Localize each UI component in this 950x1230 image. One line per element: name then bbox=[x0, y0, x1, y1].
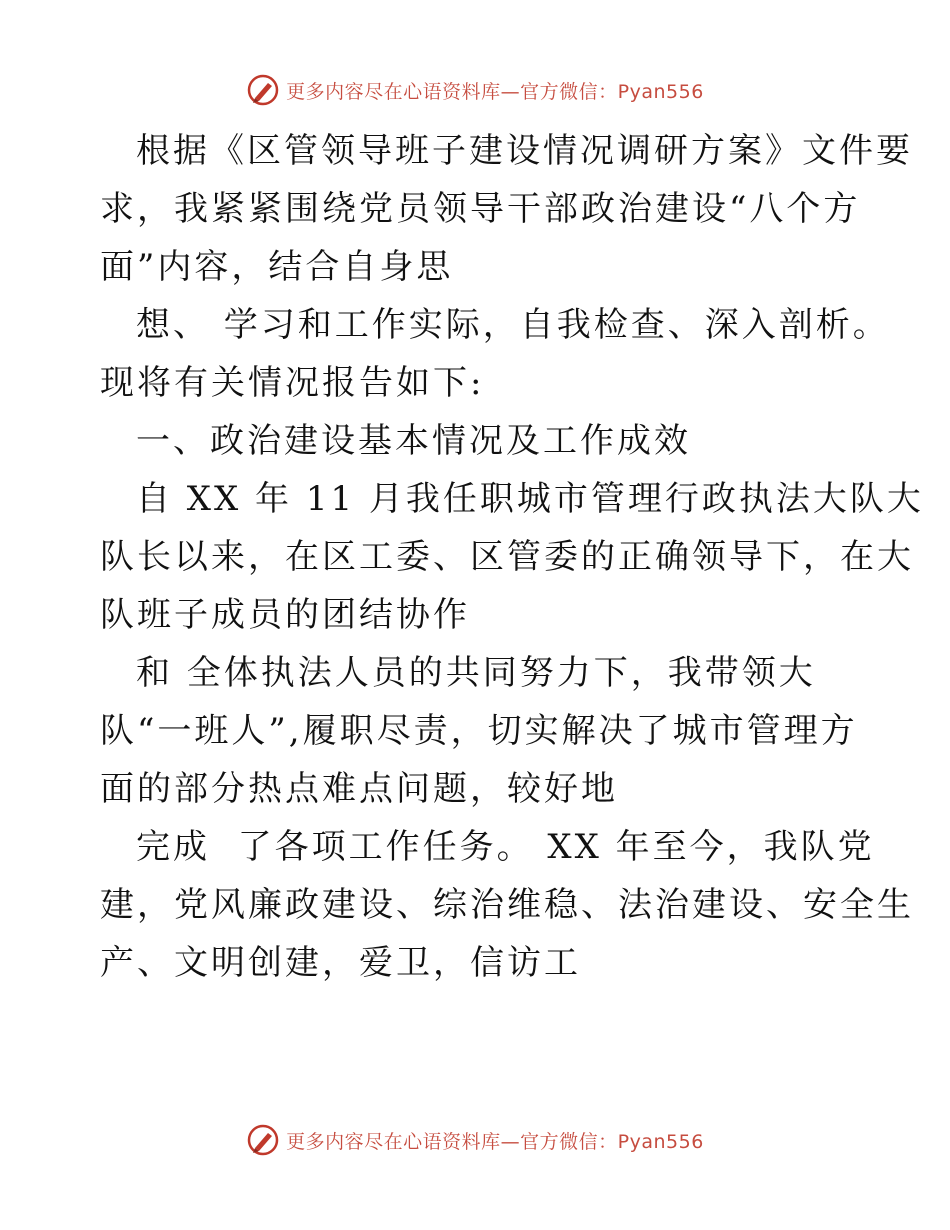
pen-circle-logo-icon bbox=[246, 1123, 280, 1157]
text-line: 一、政治建设基本情况及工作成效 bbox=[136, 421, 691, 461]
watermark-text bbox=[286, 1127, 704, 1154]
header-watermark bbox=[0, 70, 950, 110]
text-line: 产、文明创建，爱卫，信访工 bbox=[100, 943, 581, 983]
text-line: 队“一班人”,履职尽责，切实解决了城市管理方 bbox=[100, 711, 858, 751]
watermark-separator: — bbox=[500, 1130, 521, 1153]
text-line: 建，党风廉政建设、综治维稳、法治建设、安全生 bbox=[100, 885, 914, 925]
text-line: 队班子成员的团结协作 bbox=[100, 595, 470, 635]
watermark-text bbox=[286, 77, 704, 104]
pen-circle-logo-icon bbox=[246, 73, 280, 107]
document-body bbox=[100, 122, 924, 992]
text-line: 想、 学习和工作实际，自我检查、深入剖析。 bbox=[136, 305, 890, 345]
footer-watermark bbox=[0, 1120, 950, 1160]
watermark-contact: 官方微信：Pyan556 bbox=[520, 80, 704, 103]
text-line: 队长以来，在区工委、区管委的正确领导下，在大 bbox=[100, 537, 914, 577]
text-line: 面的部分热点难点问题，较好地 bbox=[100, 769, 618, 809]
watermark-separator: — bbox=[500, 80, 521, 103]
watermark-contact: 官方微信：Pyan556 bbox=[520, 1130, 704, 1153]
text-line: 自 XX 年 11 月我任职城市管理行政执法大队大 bbox=[136, 479, 924, 519]
text-line: 完成 了各项工作任务。 XX 年至今，我队党 bbox=[136, 827, 875, 867]
watermark-main-text: 更多内容尽在心语资料库 bbox=[286, 80, 501, 103]
watermark-main-text: 更多内容尽在心语资料库 bbox=[286, 1130, 501, 1153]
text-line: 面”内容，结合自身思 bbox=[100, 247, 454, 287]
text-line: 根据《区管领导班子建设情况调研方案》文件要 bbox=[136, 131, 913, 171]
text-line: 和 全体执法人员的共同努力下，我带领大 bbox=[136, 653, 816, 693]
text-line: 现将有关情况报告如下: bbox=[100, 363, 485, 403]
text-line: 求，我紧紧围绕党员领导干部政治建设“八个方 bbox=[100, 189, 861, 229]
